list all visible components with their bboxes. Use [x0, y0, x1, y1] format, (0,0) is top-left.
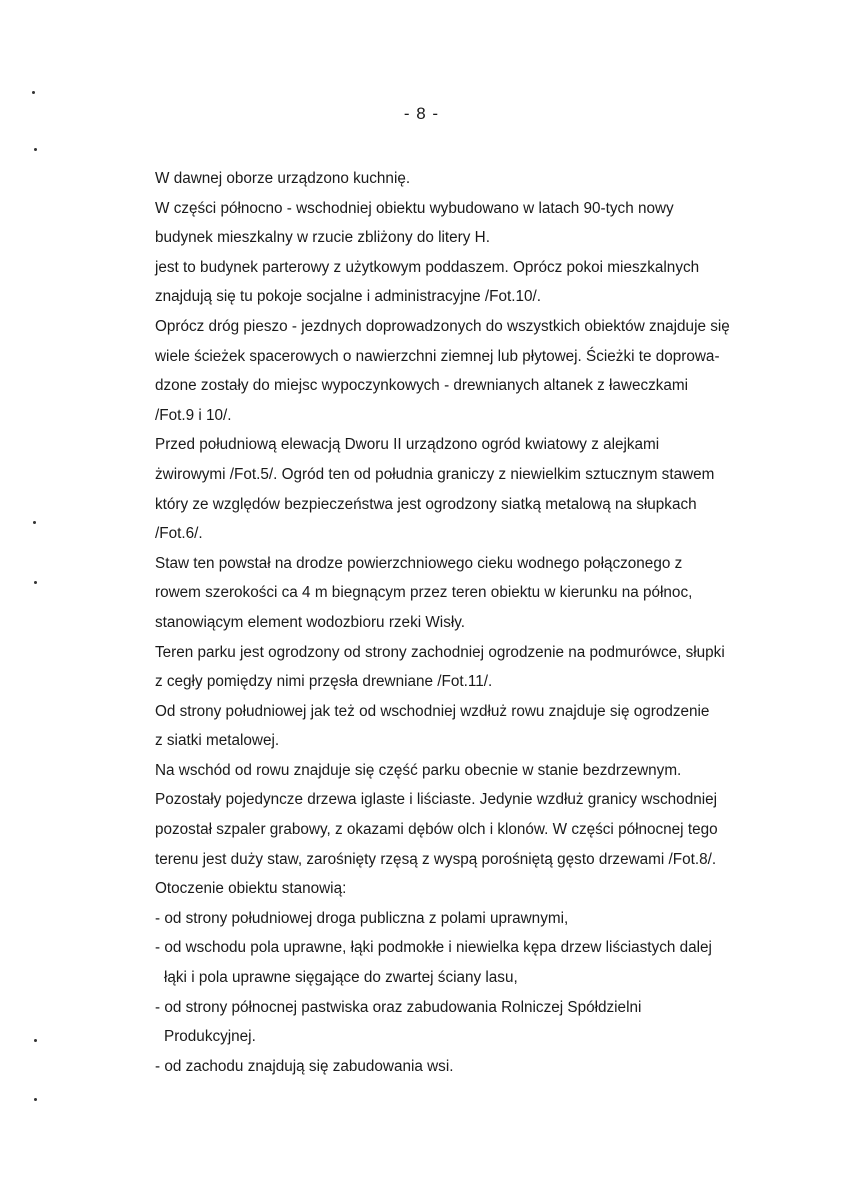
text-line: W części północno - wschodniej obiektu wybudowano w latach 90-tych nowy [155, 199, 674, 217]
text-line: wiele ścieżek spacerowych o nawierzchni ziemnej lub płytowej. Ścieżki te doprowa- [155, 347, 720, 365]
text-line: z siatki metalowej. [155, 732, 280, 750]
text-line: żwirowymi /Fot.5/. Ogród ten od południa graniczy z niewielkim sztucznym stawem [155, 465, 715, 483]
scan-speck [34, 1098, 37, 1101]
text-line: Otoczenie obiektu stanowią: [155, 880, 347, 898]
text-line: stanowiącym element wodozbioru rzeki Wisły. [155, 613, 466, 631]
list-item: - od strony południowej droga publiczna z polami uprawnymi, [155, 909, 569, 927]
text-line: Staw ten powstał na drodze powierzchniowego cieku wodnego połączonego z [155, 554, 683, 572]
scan-speck [34, 1039, 37, 1042]
list-item: - od strony północnej pastwiska oraz zabudowania Rolniczej Spółdzielni [155, 998, 642, 1016]
text-line: który ze względów bezpieczeństwa jest ogrodzony siatką metalową na słupkach [155, 495, 697, 513]
text-line: terenu jest duży staw, zarośnięty rzęsą z wyspą porośniętą gęsto drzewami /Fot.8/. [155, 850, 717, 868]
scan-speck [32, 91, 35, 94]
scan-speck [34, 148, 37, 151]
text-line: pozostał szpaler grabowy, z okazami dębów olch i klonów. W części północnej tego [155, 821, 718, 839]
text-line: W dawnej oborze urządzono kuchnię. [155, 170, 411, 187]
list-item-continuation: Produkcyjnej. [164, 1028, 256, 1046]
text-line: Przed południową elewacją Dworu II urządzono ogród kwiatowy z alejkami [155, 436, 660, 454]
list-item-continuation: łąki i pola uprawne sięgające do zwartej ściany lasu, [164, 969, 518, 987]
text-line: Teren parku jest ogrodzony od strony zachodniej ogrodzenie na podmurówce, słupki [155, 643, 725, 661]
text-line: Na wschód od rowu znajduje się część parku obecnie w stanie bezdrzewnym. [155, 761, 682, 779]
text-line: Pozostały pojedyncze drzewa iglaste i liściaste. Jedynie wzdłuż granicy wschodniej [155, 791, 718, 809]
text-line: znajdują się tu pokoje socjalne i administracyjne /Fot.10/. [155, 288, 542, 306]
scan-speck [33, 521, 36, 524]
list-item: - od zachodu znajdują się zabudowania wsi. [155, 1057, 454, 1075]
scan-speck [34, 581, 37, 584]
list-item: - od wschodu pola uprawne, łąki podmokłe i niewielka kępa drzew liściastych dalej [155, 939, 712, 957]
text-line: z cegły pomiędzy nimi przęsła drewniane /Fot.11/. [155, 673, 493, 691]
body-text [155, 164, 825, 1081]
text-line: Oprócz dróg pieszo - jezdnych doprowadzonych do wszystkich obiektów znajduje się [155, 317, 730, 335]
text-line: jest to budynek parterowy z użytkowym poddaszem. Oprócz pokoi mieszkalnych [155, 258, 700, 276]
text-line: rowem szerokości ca 4 m biegnącym przez teren obiektu w kierunku na północ, [155, 584, 693, 602]
text-line: /Fot.6/. [155, 525, 203, 543]
text-line: budynek mieszkalny w rzucie zbliżony do litery H. [155, 229, 490, 247]
text-line: Od strony południowej jak też od wschodniej wzdłuż rowu znajduje się ogrodzenie [155, 702, 710, 720]
text-line: /Fot.9 i 10/. [155, 406, 232, 424]
text-line: dzone zostały do miejsc wypoczynkowych - drewnianych altanek z ławeczkami [155, 377, 689, 395]
page-number: - 8 - [403, 104, 440, 123]
